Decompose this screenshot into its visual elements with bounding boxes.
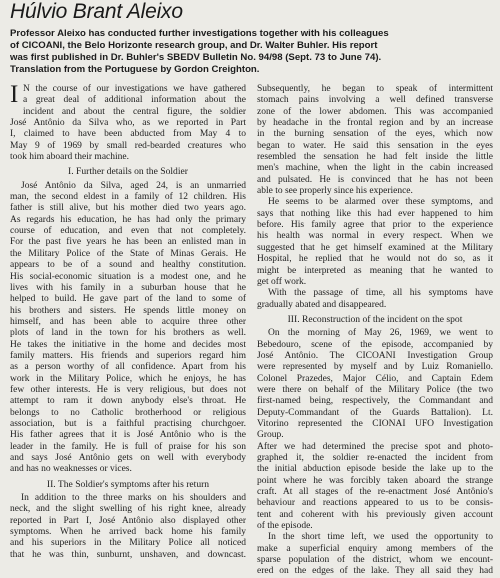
section-heading-1: I. Further details on the Soldier bbox=[68, 166, 188, 178]
text-line: and pulsated. He is convinced that he has not been bbox=[257, 174, 493, 185]
text-line: sparse population of the district, whom we encount- bbox=[257, 555, 493, 566]
text-line: by headache in the frontal region and by an increase bbox=[257, 118, 493, 129]
intro-line: Translation from the Portuguese by Gordon Creighton. bbox=[10, 64, 260, 75]
text-line: lives with his family in a suburban house that he bbox=[10, 282, 246, 293]
text-line: leader in the family. He is full of praise for his son bbox=[10, 441, 246, 452]
text-line: himself, and has been able to acquire three other bbox=[10, 316, 246, 327]
text-line: As regards his education, he has had only the primary bbox=[10, 214, 246, 225]
text-line: Hospital, he replied that he would not do so, as it bbox=[257, 254, 493, 265]
text-line: get off work. bbox=[257, 276, 307, 287]
text-line: Colonel Prazedes, Major Célio, and Captain Edem bbox=[257, 373, 493, 384]
text-line: N the course of our investigations we have gathered bbox=[23, 84, 246, 94]
text-line: might be interpreted as meaning that he wanted to bbox=[257, 265, 493, 276]
text-line: plots of land in the town for his brothers as well. bbox=[10, 328, 246, 339]
text-line: Deputy-Commandant of the Guards Battalion). Lt. bbox=[257, 407, 493, 418]
text-line: neck, and the slight swelling of his right knee, already bbox=[10, 504, 246, 515]
text-line: graphed it, the soldier re-enacted the incident from bbox=[257, 453, 493, 463]
text-line: incident and about the central figure, the soldier bbox=[23, 106, 246, 117]
text-line: before. His family agree that prior to the experience bbox=[257, 220, 493, 231]
text-line: in the burning sensation of the eyes, which now bbox=[257, 129, 493, 140]
text-line: craft. At all stages of the re-enactment José Antônio's bbox=[257, 487, 493, 498]
article-title: Húlvio Brant Aleixo bbox=[10, 0, 183, 23]
text-line: course of education, and even that not completely. bbox=[10, 226, 246, 237]
text-line: that he was thin, sunburnt, unshaven, and downcast. bbox=[10, 549, 246, 560]
text-line: his brothers and sisters. He spends little money on bbox=[10, 305, 246, 316]
paragraph-enquiry bbox=[257, 532, 493, 577]
text-line: zone of the lower abdomen. This was accompanied bbox=[257, 106, 493, 117]
text-line: helped to build. He gave part of the land to some of bbox=[10, 294, 246, 305]
text-line: belongs to no Catholic brotherhood or religious bbox=[10, 407, 246, 418]
paragraph-morning-visit bbox=[257, 328, 493, 441]
text-line: Vitorino represented the CIONAI UFO Investigation bbox=[257, 418, 493, 429]
intro-line: Professor Aleixo has conducted further investigations together with his colleagues bbox=[10, 28, 389, 39]
text-line: For the past five years he has been an enlisted man in bbox=[10, 237, 246, 248]
right-column bbox=[257, 84, 493, 578]
text-line: took him aboard their machine. bbox=[10, 152, 129, 163]
text-line: symptoms. When he arrived back home his family bbox=[10, 527, 246, 538]
text-line: point where he was forcibly taken aboard the strange bbox=[257, 475, 493, 486]
text-line: a great deal of additional information about the bbox=[23, 95, 246, 106]
text-line: behaviour and reactions appeared to us to be consis- bbox=[257, 498, 493, 509]
text-line: On the morning of May 26, 1969, we went to bbox=[268, 328, 493, 339]
intro-line: of CICOANI, the Belo Horizonte research group, and Dr. Walter Buhler. His report bbox=[10, 40, 378, 51]
text-line: says that nothing like this had ever happened to him bbox=[257, 208, 493, 219]
text-line: were represented by myself and by Luiz Romaniello. bbox=[257, 362, 493, 373]
text-line: Group. bbox=[257, 430, 284, 441]
article-intro bbox=[10, 28, 492, 76]
left-column bbox=[10, 81, 246, 561]
text-line: His father agrees that it is José Antônio who is the bbox=[10, 430, 246, 441]
text-line: attempt to ram it down anybody else's throat. He bbox=[10, 396, 246, 407]
text-line: the Military Police of the State of Minas Gerais. He bbox=[10, 248, 246, 259]
text-line: gradually abated and disappeared. bbox=[257, 299, 387, 310]
paragraph-reenactment bbox=[257, 442, 493, 533]
text-line: José Antônio da Silva, aged 24, is an unmarried bbox=[21, 180, 246, 191]
paragraph-stomach-pains bbox=[257, 84, 493, 197]
section-heading-2: II. The Soldier's symptoms after his return bbox=[46, 478, 210, 490]
text-line: family matters. His friends and superiors regard him bbox=[10, 350, 246, 361]
paragraph-soldier-details bbox=[10, 181, 246, 476]
text-line: Bebedouro, scene of the episode, accompanied by bbox=[257, 339, 493, 350]
text-line: and says José Antônio gets on well with everybody bbox=[10, 453, 246, 463]
paragraph-abated bbox=[257, 288, 493, 311]
text-line: stomach pains involving a well defined transverse bbox=[257, 95, 493, 106]
text-line: make a superficial enquiry among members of the bbox=[257, 543, 493, 554]
text-line: With the passage of time, all his symptoms have bbox=[268, 288, 493, 299]
text-line: were there on behalf of the Military Police (the two bbox=[257, 384, 493, 395]
text-line: José Antônio da Silva who, as we reported in Part bbox=[10, 118, 246, 129]
text-line: able to see properly since his experience. bbox=[257, 186, 413, 197]
section-heading-3: III. Reconstruction of the incident on the spot bbox=[287, 313, 463, 325]
text-line: and his superiors in the Military Police all noticed bbox=[10, 538, 246, 549]
intro-line: was first published in Dr. Buhler's SBEDV Bulletin No. 94/98 (Sept. 73 to June 74). bbox=[10, 52, 382, 63]
text-line: reported in Part I, José Antônio also displayed other bbox=[10, 515, 246, 526]
text-line: May 9 of 1969 by small red-bearded creatures who bbox=[10, 140, 246, 151]
text-line: In addition to the three marks on his shoulders and bbox=[21, 493, 246, 504]
text-line: association, but is a faithful practising churchgoer. bbox=[10, 418, 246, 429]
text-line: began to water. He said this sensation in the eyes bbox=[257, 140, 493, 151]
text-line: He seems to be alarmed over these symptoms, and bbox=[268, 197, 493, 208]
paragraph-symptoms bbox=[10, 493, 246, 561]
text-line: I, claimed to have been abducted from May 4 to bbox=[10, 129, 246, 140]
text-line: ered on the edges of the lake. They all said they had bbox=[257, 566, 493, 577]
text-line: work in the Military Police, which he enjoys, he has bbox=[10, 373, 246, 384]
text-line: as a person worthy of all confidence. Apart from his bbox=[10, 362, 246, 373]
text-line: man, the second eldest in a family of 12 children. His bbox=[10, 192, 246, 203]
text-line: and has no weaknesses or vices. bbox=[10, 464, 132, 475]
opening-paragraph bbox=[10, 81, 246, 163]
text-line: resembled the sensation he had felt inside the little bbox=[257, 152, 493, 163]
text-line: of the episode. bbox=[257, 521, 313, 532]
text-line: Subsequently, he began to speak of intermittent bbox=[257, 84, 493, 94]
paragraph-alarmed bbox=[257, 197, 493, 288]
text-line: appears to be of a sound and healthy constitution. bbox=[10, 260, 246, 271]
drop-cap: I bbox=[10, 81, 19, 108]
text-line: father is still alive, but his mother died two years ago. bbox=[10, 203, 246, 214]
text-line: José Antônio. The CICOANI Investigation Group bbox=[257, 350, 493, 361]
text-line: He takes the initiative in the home and decides most bbox=[10, 339, 246, 350]
text-line: His social-economic situation is a modest one, and he bbox=[10, 271, 246, 282]
text-line: In the short time left, we used the opportunity to bbox=[268, 532, 493, 543]
text-line: suggested that he get himself examined at the Military bbox=[257, 242, 493, 253]
text-line: his health was normal in every respect. When we bbox=[257, 231, 493, 242]
text-line: first-named being, respectively, the Commandant and bbox=[257, 396, 493, 407]
text-line: men's machine, when the light in the cabin increased bbox=[257, 163, 493, 174]
text-line: After we had determined the precise spot and photo- bbox=[257, 441, 493, 452]
text-line: the initial abduction episode beside the lake up to the bbox=[257, 464, 493, 475]
text-line: few other interests. He is very religious, but does not bbox=[10, 384, 246, 395]
text-line: tent and coherent with his previously given account bbox=[257, 509, 493, 520]
